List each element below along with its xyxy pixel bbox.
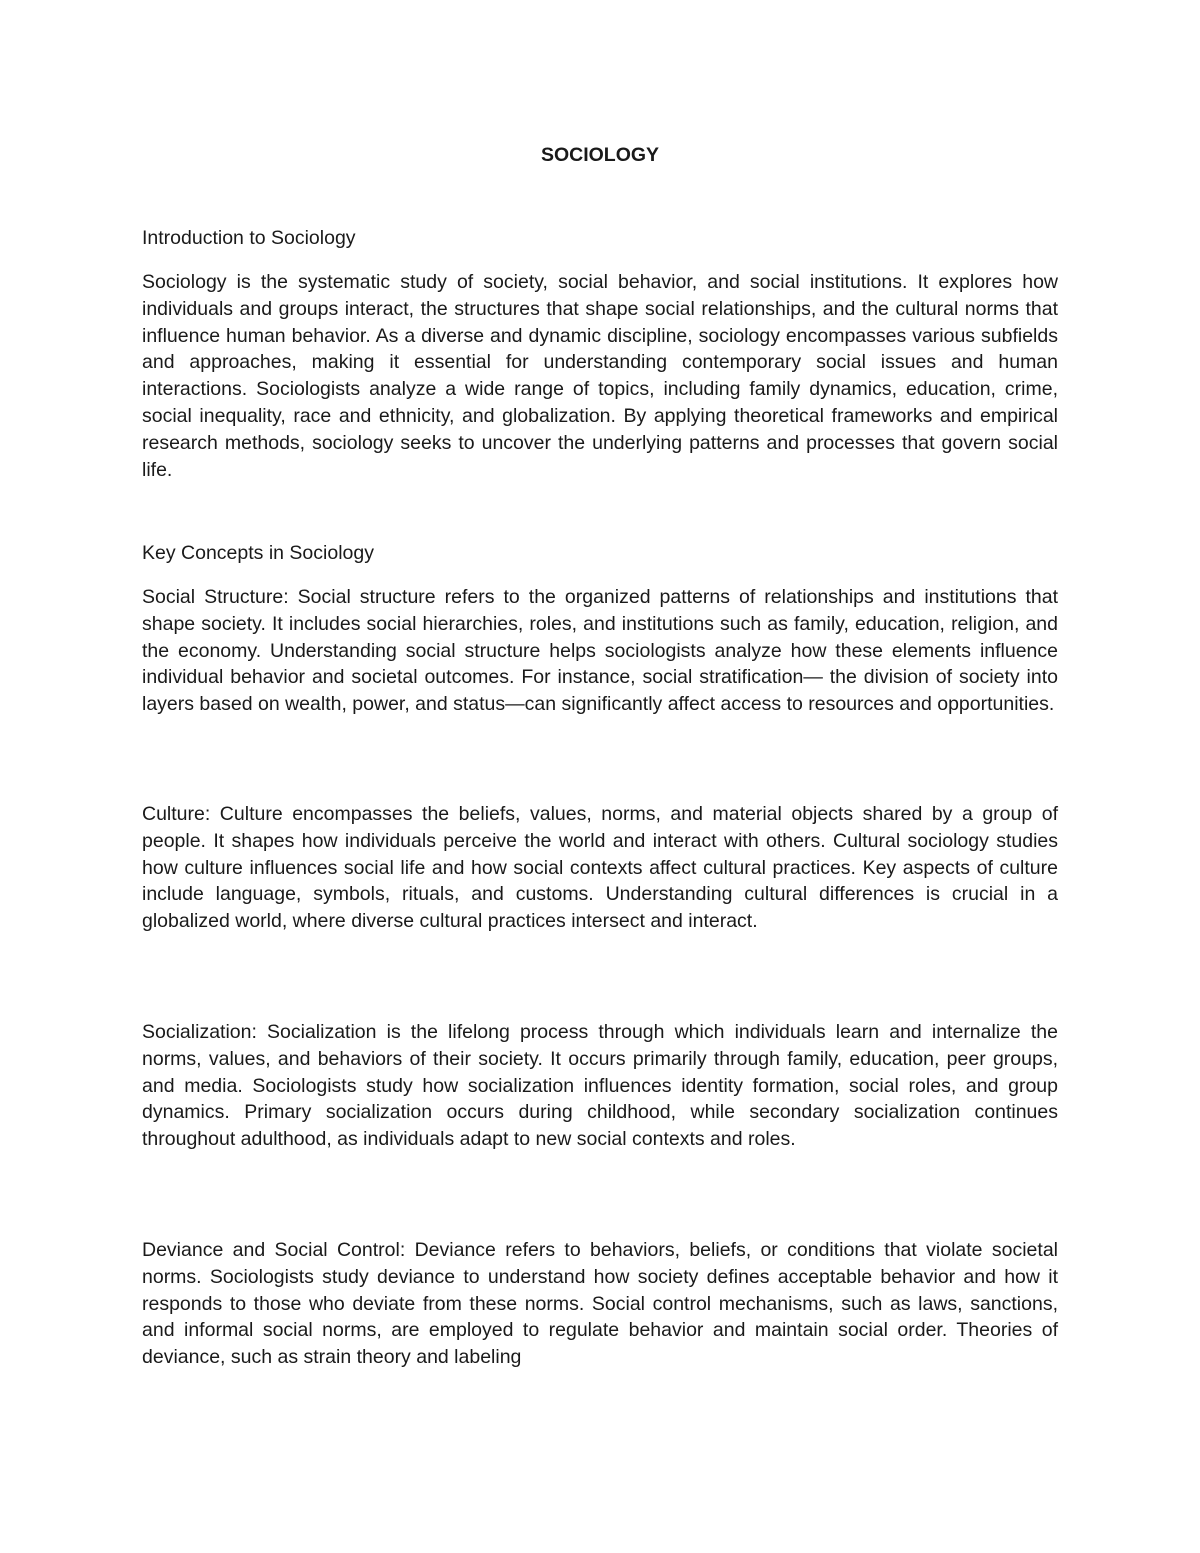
section-heading-introduction: Introduction to Sociology [142,227,356,249]
paragraph-socialization: Socialization: Socialization is the lifelong process through which individuals learn and internalize the norms, values, and behaviors of their society. It occurs primarily through family, education, peer groups, and media. Sociologists study how socialization influences identity formation, social roles, and group dynamics. Primary socialization occurs during childhood, while secondary socialization continues throughout adulthood, as individuals adapt to new social contexts and roles. [142,1021,1058,1151]
section-heading-key-concepts: Key Concepts in Sociology [142,542,374,564]
paragraph-social-structure: Social Structure: Social structure refers to the organized patterns of relationships and institutions that shape society. It includes social hierarchies, roles, and institutions such as family, education, religion, and the economy. Understanding social structure helps sociologists analyze how these elements influence individual behavior and societal outcomes. For instance, social stratification— the division of society into layers based on wealth, power, and status—can significantly affect access to resources and opportunities. [142,586,1058,716]
paragraph-deviance: Deviance and Social Control: Deviance refers to behaviors, beliefs, or conditions that violate societal norms. Sociologists study deviance to understand how society defines acceptable behavior and how it responds to those who deviate from these norms. Social control mechanisms, such as laws, sanctions, and informal social norms, are employed to regulate behavior and maintain social order. Theories of deviance, such as strain theory and labeling [142,1239,1058,1369]
document-title: SOCIOLOGY [540,144,660,166]
paragraph-culture: Culture: Culture encompasses the beliefs, values, norms, and material objects shared by a group of people. It shapes how individuals perceive the world and interact with others. Cultural sociology studies how culture influences social life and how social contexts affect cultural practices. Key aspects of culture include language, symbols, rituals, and customs. Understanding cultural differences is crucial in a globalized world, where diverse cultural practices intersect and interact. [142,803,1058,933]
paragraph-introduction: Sociology is the systematic study of society, social behavior, and social institutions. It explores how individuals and groups interact, the structures that shape social relationships, and the cultural norms that influence human behavior. As a diverse and dynamic discipline, sociology encompasses various subfields and approaches, making it essential for understanding contemporary social issues and human interactions. Sociologists analyze a wide range of topics, including family dynamics, education, crime, social inequality, race and ethnicity, and globalization. By applying theoretical frameworks and empirical research methods, sociology seeks to uncover the underlying patterns and processes that govern social life. [142,271,1058,481]
